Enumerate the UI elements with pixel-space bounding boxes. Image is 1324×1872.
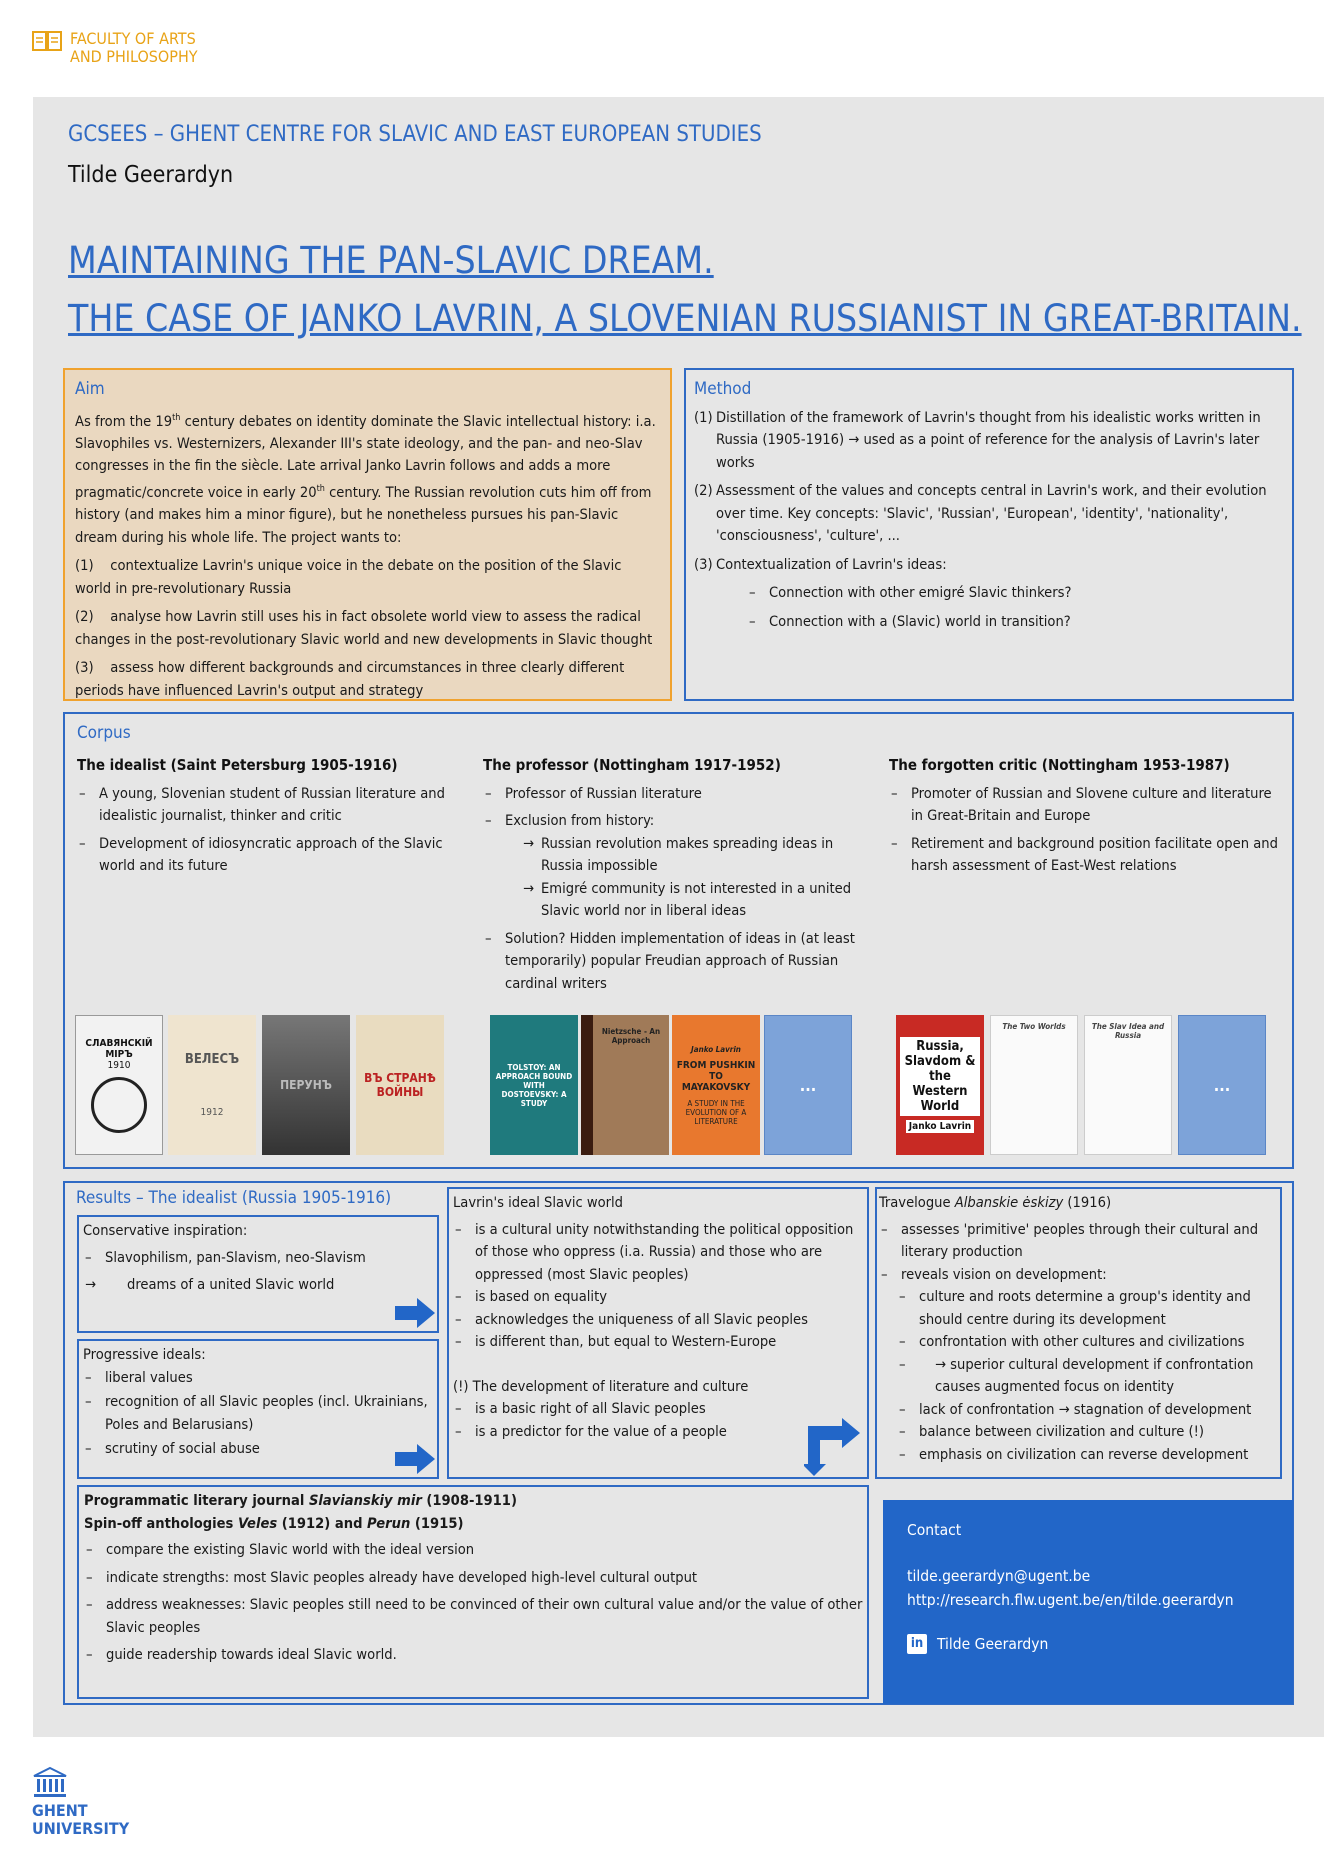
travelogue-box: [875, 1187, 1282, 1479]
arrow-item: – → superior cultural development if confrontation causes augmented focus on identity: [897, 1354, 1276, 1399]
list-item: – A young, Slovenian student of Russian literature and idealistic journalist, thinker and critic: [77, 783, 472, 828]
cover-slavianskiy-mir: СЛАВЯНСКIЙ МIРЪ 1910: [75, 1015, 163, 1155]
faculty-line2: AND PHILOSOPHY: [70, 47, 198, 66]
title-line1: MAINTAINING THE PAN-SLAVIC DREAM.: [68, 239, 714, 282]
ghent-line2: UNIVERSITY: [32, 1819, 130, 1838]
arrow-item: → Russian revolution makes spreading ideas in Russia impossible: [483, 833, 878, 878]
method-item-2: (2) Assessment of the values and concepts central in Lavrin's work, and their evolution over time. Key concepts: 'Slavic', 'Russian', 'European', 'identity', 'nationality', 'consciousness', 'culture', ...: [694, 482, 1267, 544]
ideal-note: (!) The development of literature and culture: [453, 1377, 749, 1395]
col-title: The forgotten critic (Nottingham 1953-1987): [889, 756, 1230, 774]
ghent-university-logo: [32, 1766, 129, 1838]
journal-line1: Programmatic literary journal Slavianskiy mir (1908-1911): [84, 1492, 517, 1509]
university-building-icon: [32, 1766, 68, 1798]
list-item: – reveals vision on development:: [879, 1264, 1276, 1287]
conservative-title: Conservative inspiration:: [83, 1222, 248, 1239]
list-item: – indicate strengths: most Slavic peoples already have developed high-level cultural output: [84, 1567, 863, 1590]
list-item: – Retirement and background position facilitate open and harsh assessment of East-West relations: [889, 833, 1284, 878]
method-box: [684, 368, 1294, 701]
aim-intro: As from the 19th century debates on identity dominate the Slavic intellectual history: i.a. Slavophiles vs. Westernizers, Alexander III's state ideology, and the pan- and neo-Slav congresses in the fin the siècle. Late arrival Janko Lavrin follows and adds a more pragmatic/concrete voice in early 20th century. The Russian revolution cuts him off from history (and makes him a minor figure), but he nonetheless pursues his pan-Slavic dream during his whole life. The project wants to:: [75, 412, 656, 546]
faculty-logo: [32, 30, 198, 66]
conservative-box: [77, 1215, 439, 1333]
turn-arrow-icon: [804, 1418, 862, 1476]
cover-more-critic: ...: [1178, 1015, 1266, 1155]
arrow-item: → Emigré community is not interested in a united Slavic world nor in liberal ideas: [483, 878, 878, 923]
cover-russia-slavdom: Russia, Slavdom & the Western World Janko Lavrin: [896, 1015, 984, 1155]
cover-v-strane-voiny: ВЪ СТРАНѢ ВОЙНЫ: [356, 1015, 444, 1155]
list-item: – assesses 'primitive' peoples through their cultural and literary production: [879, 1219, 1276, 1264]
cover-tolstoy: TOLSTOY: AN APPROACH BOUND WITH DOSTOEVSKY: A STUDY: [490, 1015, 578, 1155]
corpus-col-critic: [889, 754, 1284, 883]
list-item: – emphasis on civilization can reverse development: [897, 1444, 1276, 1467]
contact-email[interactable]: tilde.geerardyn@ugent.be: [907, 1567, 1091, 1585]
list-item: – Professor of Russian literature: [483, 783, 878, 806]
list-item: – Solution? Hidden implementation of ideas in (at least temporarily) popular Freudian approach of Russian cardinal writers: [483, 928, 878, 996]
ghent-line1: GHENT: [32, 1801, 88, 1820]
right-arrow-icon: [395, 1298, 437, 1328]
corpus-col-idealist: [77, 754, 472, 883]
contact-box: [883, 1500, 1293, 1704]
cover-veles: ВЕЛЕСЪ 1912: [168, 1015, 256, 1155]
list-item: – Slavophilism, pan-Slavism, neo-Slavism: [83, 1247, 433, 1270]
journal-line2: Spin-off anthologies Veles (1912) and Perun (1915): [84, 1514, 464, 1532]
list-item: – Exclusion from history:: [483, 810, 878, 833]
conservative-arrow-item: → dreams of a united Slavic world: [85, 1276, 335, 1293]
aim-item-1: (1) contextualize Lavrin's unique voice in the debate on the position of the Slavic world in pre-revolutionary Russia: [75, 557, 622, 597]
list-item: – confrontation with other cultures and civilizations: [897, 1331, 1276, 1354]
list-item: – is a predictor for the value of a people: [453, 1421, 863, 1444]
centre-name: GCSEES – GHENT CENTRE FOR SLAVIC AND EAST EUROPEAN STUDIES: [68, 122, 762, 147]
list-item: – culture and roots determine a group's identity and should centre during its development: [897, 1286, 1276, 1331]
list-item: – recognition of all Slavic peoples (incl. Ukrainians, Poles and Belarusians): [83, 1391, 433, 1436]
list-item: – acknowledges the uniqueness of all Slavic peoples: [453, 1309, 863, 1332]
right-arrow-icon: [395, 1444, 437, 1474]
method-subitem-2: – Connection with a (Slavic) world in transition?: [694, 611, 1284, 634]
linkedin-name: Tilde Geerardyn: [937, 1635, 1049, 1653]
cover-two-worlds: The Two Worlds: [990, 1015, 1078, 1155]
list-item: – is a basic right of all Slavic peoples: [453, 1398, 863, 1421]
list-item: – balance between civilization and culture (!): [897, 1421, 1276, 1444]
linkedin-link[interactable]: [907, 1632, 1269, 1656]
progressive-box: [77, 1339, 439, 1479]
book-icon: [32, 30, 62, 54]
contact-url[interactable]: http://research.flw.ugent.be/en/tilde.geerardyn: [907, 1591, 1234, 1609]
list-item: – Promoter of Russian and Slovene culture and literature in Great-Britain and Europe: [889, 783, 1284, 828]
list-item: – liberal values: [83, 1367, 433, 1390]
results-heading: Results – The idealist (Russia 1905-1916): [76, 1188, 392, 1208]
aim-item-3: (3) assess how different backgrounds and circumstances in three clearly different periods have influenced Lavrin's output and strategy: [75, 659, 625, 699]
aim-heading: Aim: [75, 379, 105, 399]
col-title: The professor (Nottingham 1917-1952): [483, 756, 781, 774]
list-item: – address weaknesses: Slavic peoples still need to be convinced of their own cultural value and/or the value of other Slavic peoples: [84, 1594, 863, 1639]
cover-more-professor: ...: [764, 1015, 852, 1155]
method-item-3: (3) Contextualization of Lavrin's ideas:: [694, 555, 947, 573]
aim-box: [63, 368, 672, 701]
method-subitem-1: – Connection with other emigré Slavic thinkers?: [694, 582, 1284, 605]
list-item: – is different than, but equal to Western-Europe: [453, 1331, 863, 1354]
list-item: – is a cultural unity notwithstanding the political opposition of those who oppress (i.a. Russia) and those who are oppressed (most Slavic peoples): [453, 1219, 863, 1287]
list-item: – is based on equality: [453, 1286, 863, 1309]
corpus-col-professor: [483, 754, 878, 1000]
aim-item-2: (2) analyse how Lavrin still uses his in fact obsolete world view to assess the radical changes in the post-revolutionary Slavic world and new developments in Slavic thought: [75, 608, 653, 648]
method-item-1: (1) Distillation of the framework of Lavrin's thought from his idealistic works written in Russia (1905-1916) → used as a point of reference for the analysis of Lavrin's later works: [694, 408, 1261, 471]
list-item: – Development of idiosyncratic approach of the Slavic world and its future: [77, 833, 472, 878]
cover-perun: ПЕРУНЪ: [262, 1015, 350, 1155]
author-name: Tilde Geerardyn: [68, 162, 234, 188]
cover-nietzsche: Nietzsche - An Approach: [581, 1015, 669, 1155]
contact-heading: Contact: [907, 1521, 962, 1539]
method-heading: Method: [694, 379, 752, 399]
poster-title: [68, 232, 1302, 348]
list-item: – compare the existing Slavic world with the ideal version: [84, 1539, 863, 1562]
col-title: The idealist (Saint Petersburg 1905-1916): [77, 756, 398, 774]
list-item: – guide readership towards ideal Slavic world.: [84, 1644, 863, 1667]
title-line2: THE CASE OF JANKO LAVRIN, A SLOVENIAN RUSSIANIST IN GREAT-BRITAIN.: [68, 297, 1302, 340]
faculty-line1: FACULTY OF ARTS: [70, 29, 196, 48]
progressive-title: Progressive ideals:: [83, 1346, 206, 1363]
ideal-title: Lavrin's ideal Slavic world: [453, 1194, 624, 1211]
corpus-heading: Corpus: [77, 723, 131, 743]
linkedin-icon: in: [907, 1634, 927, 1654]
travelogue-title: Travelogue Albanskie ėskizy (1916): [879, 1194, 1112, 1211]
list-item: – scrutiny of social abuse: [83, 1438, 433, 1461]
journal-box: [77, 1485, 869, 1699]
list-item: – lack of confrontation → stagnation of development: [897, 1399, 1276, 1422]
cover-pushkin-mayakovsky: Janko Lavrin FROM PUSHKIN TO MAYAKOVSKY A STUDY IN THE EVOLUTION OF A LITERATURE: [672, 1015, 760, 1155]
cover-slav-idea: The Slav Idea and Russia: [1084, 1015, 1172, 1155]
